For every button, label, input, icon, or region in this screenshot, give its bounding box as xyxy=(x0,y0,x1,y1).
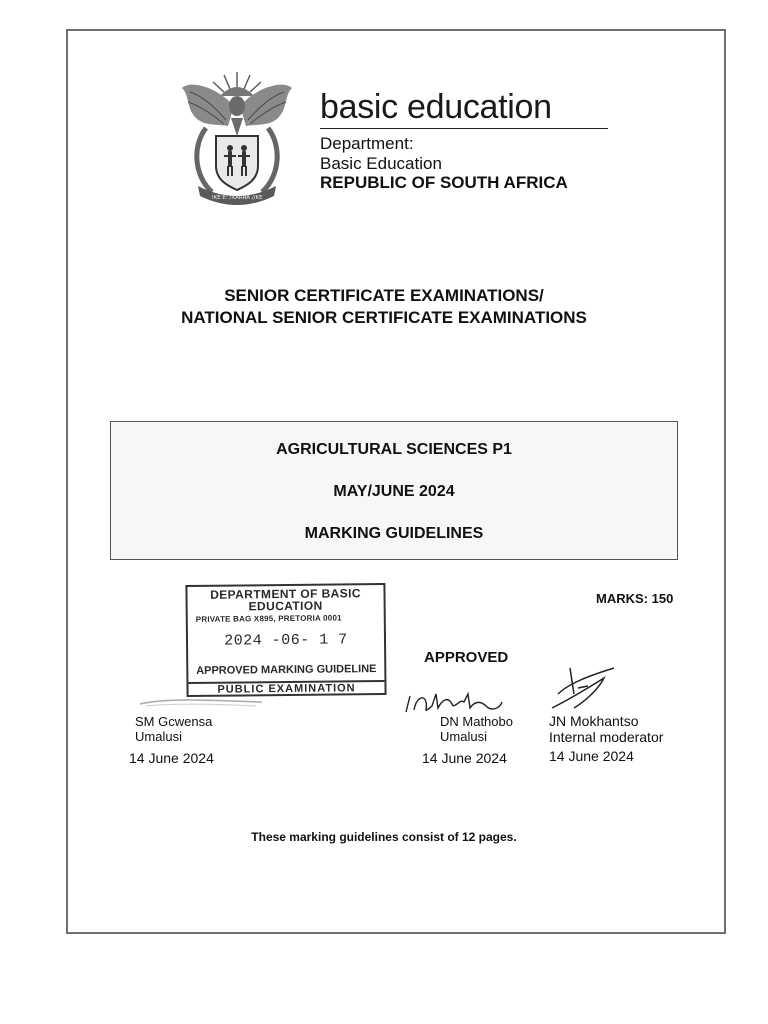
signatory-2-name: DN Mathobo xyxy=(440,714,513,729)
signatory-2-date: 14 June 2024 xyxy=(422,750,507,766)
signatory-2 xyxy=(440,714,513,744)
exam-title-line-1: SENIOR CERTIFICATE EXAMINATIONS/ xyxy=(224,286,544,305)
stamp-approval-text: APPROVED MARKING GUIDELINE xyxy=(196,663,377,677)
signatory-2-role: Umalusi xyxy=(440,729,487,744)
signature-3-icon xyxy=(548,664,620,714)
department-name: Basic Education xyxy=(320,154,442,173)
total-marks: MARKS: 150 xyxy=(596,591,674,606)
approval-stamp xyxy=(185,583,386,697)
signatory-3-date: 14 June 2024 xyxy=(549,748,634,764)
department-label: Department: xyxy=(320,134,414,153)
footer-note: These marking guidelines consist of 12 pages. xyxy=(251,830,517,844)
exam-session: MAY/JUNE 2024 xyxy=(333,483,455,500)
country-name: REPUBLIC OF SOUTH AFRICA xyxy=(320,173,568,192)
stamp-title xyxy=(187,587,383,613)
document-type: MARKING GUIDELINES xyxy=(304,525,484,542)
approved-label: APPROVED xyxy=(424,649,509,666)
stamp-title-line-1: DEPARTMENT OF BASIC xyxy=(210,586,361,602)
subject-title: AGRICULTURAL SCIENCES P1 xyxy=(276,441,512,458)
signatory-1-role: Umalusi xyxy=(135,729,182,744)
signatory-1 xyxy=(135,714,212,744)
signatory-3 xyxy=(549,713,663,745)
signatory-3-name: JN Mokhantso xyxy=(549,713,639,729)
stamp-footer: PUBLIC EXAMINATION xyxy=(217,682,356,696)
signatory-1-date: 14 June 2024 xyxy=(129,750,214,766)
coat-of-arms-motto: !KE E: /XARRA //KE xyxy=(211,195,263,201)
signatory-1-name: SM Gcwensa xyxy=(135,714,213,729)
title-box xyxy=(110,421,678,560)
exam-title-line-2: NATIONAL SENIOR CERTIFICATE EXAMINATIONS xyxy=(181,308,587,327)
stamp-title-line-2: EDUCATION xyxy=(248,598,323,614)
brand-name: basic education xyxy=(320,88,552,126)
stamp-address: PRIVATE BAG X895, PRETORIA 0001 xyxy=(195,613,342,624)
signature-1-icon xyxy=(136,694,266,710)
brand-rule xyxy=(320,128,608,129)
stamp-date: 2024 -06- 1 7 xyxy=(224,631,348,650)
signatory-3-role: Internal moderator xyxy=(549,729,664,745)
coat-of-arms-icon xyxy=(176,66,298,206)
